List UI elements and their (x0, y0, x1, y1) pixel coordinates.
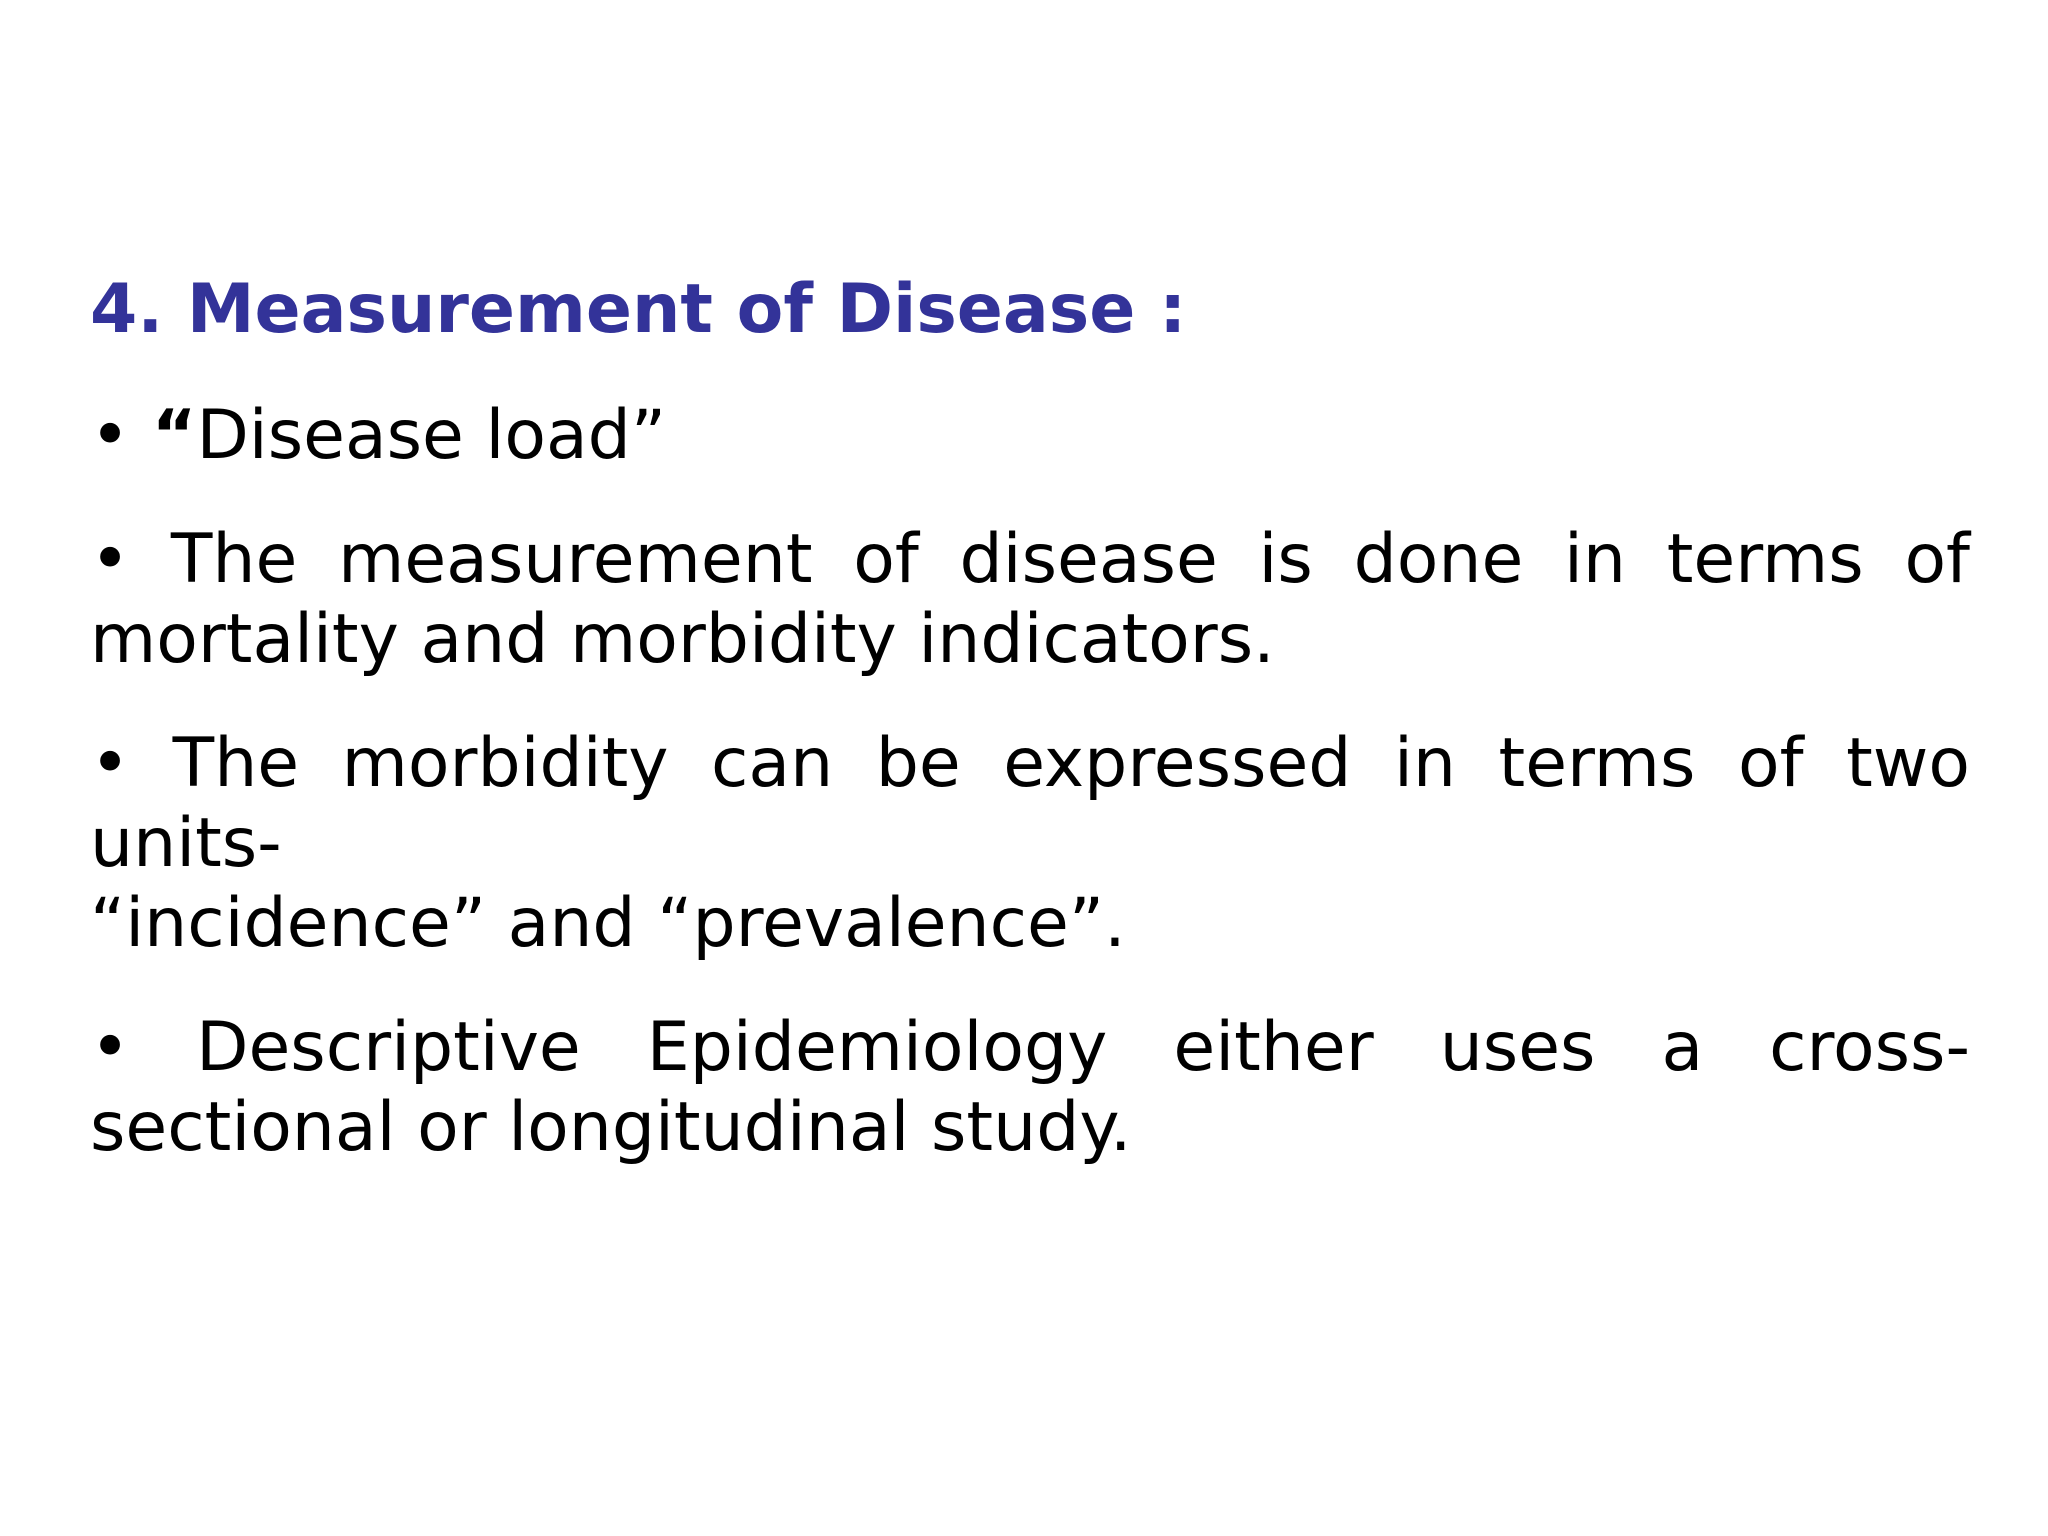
bullet-line (90, 724, 1970, 804)
bullet-icon: • (90, 520, 131, 599)
slide-content (90, 270, 1970, 1212)
open-quote: “ (151, 396, 197, 475)
bullet-item-morbidity (90, 724, 1970, 964)
bullet-text-line1: The morbidity can be expressed in terms of two (172, 724, 1970, 803)
bullet-icon: • (90, 724, 131, 803)
bullet-icon: • (90, 1008, 131, 1087)
bullet-icon: • (90, 396, 131, 475)
bullet-item-measurement (90, 520, 1970, 680)
bullet-text-line3: “incidence” and “prevalence”. (90, 884, 1126, 963)
bullet-text: Descriptive Epidemiology either uses a cross-sectional or longitudinal study. (90, 1008, 1970, 1167)
bullet-item-disease-load (90, 396, 1970, 476)
bullet-text-line2: units- (90, 804, 282, 883)
bullet-text: The measurement of disease is done in terms of mortality and morbidity indicators. (90, 520, 1970, 679)
bullet-item-descriptive-epidemiology (90, 1008, 1970, 1168)
bullet-text: Disease load” (196, 396, 667, 475)
slide-heading: 4. Measurement of Disease : (90, 270, 1187, 349)
